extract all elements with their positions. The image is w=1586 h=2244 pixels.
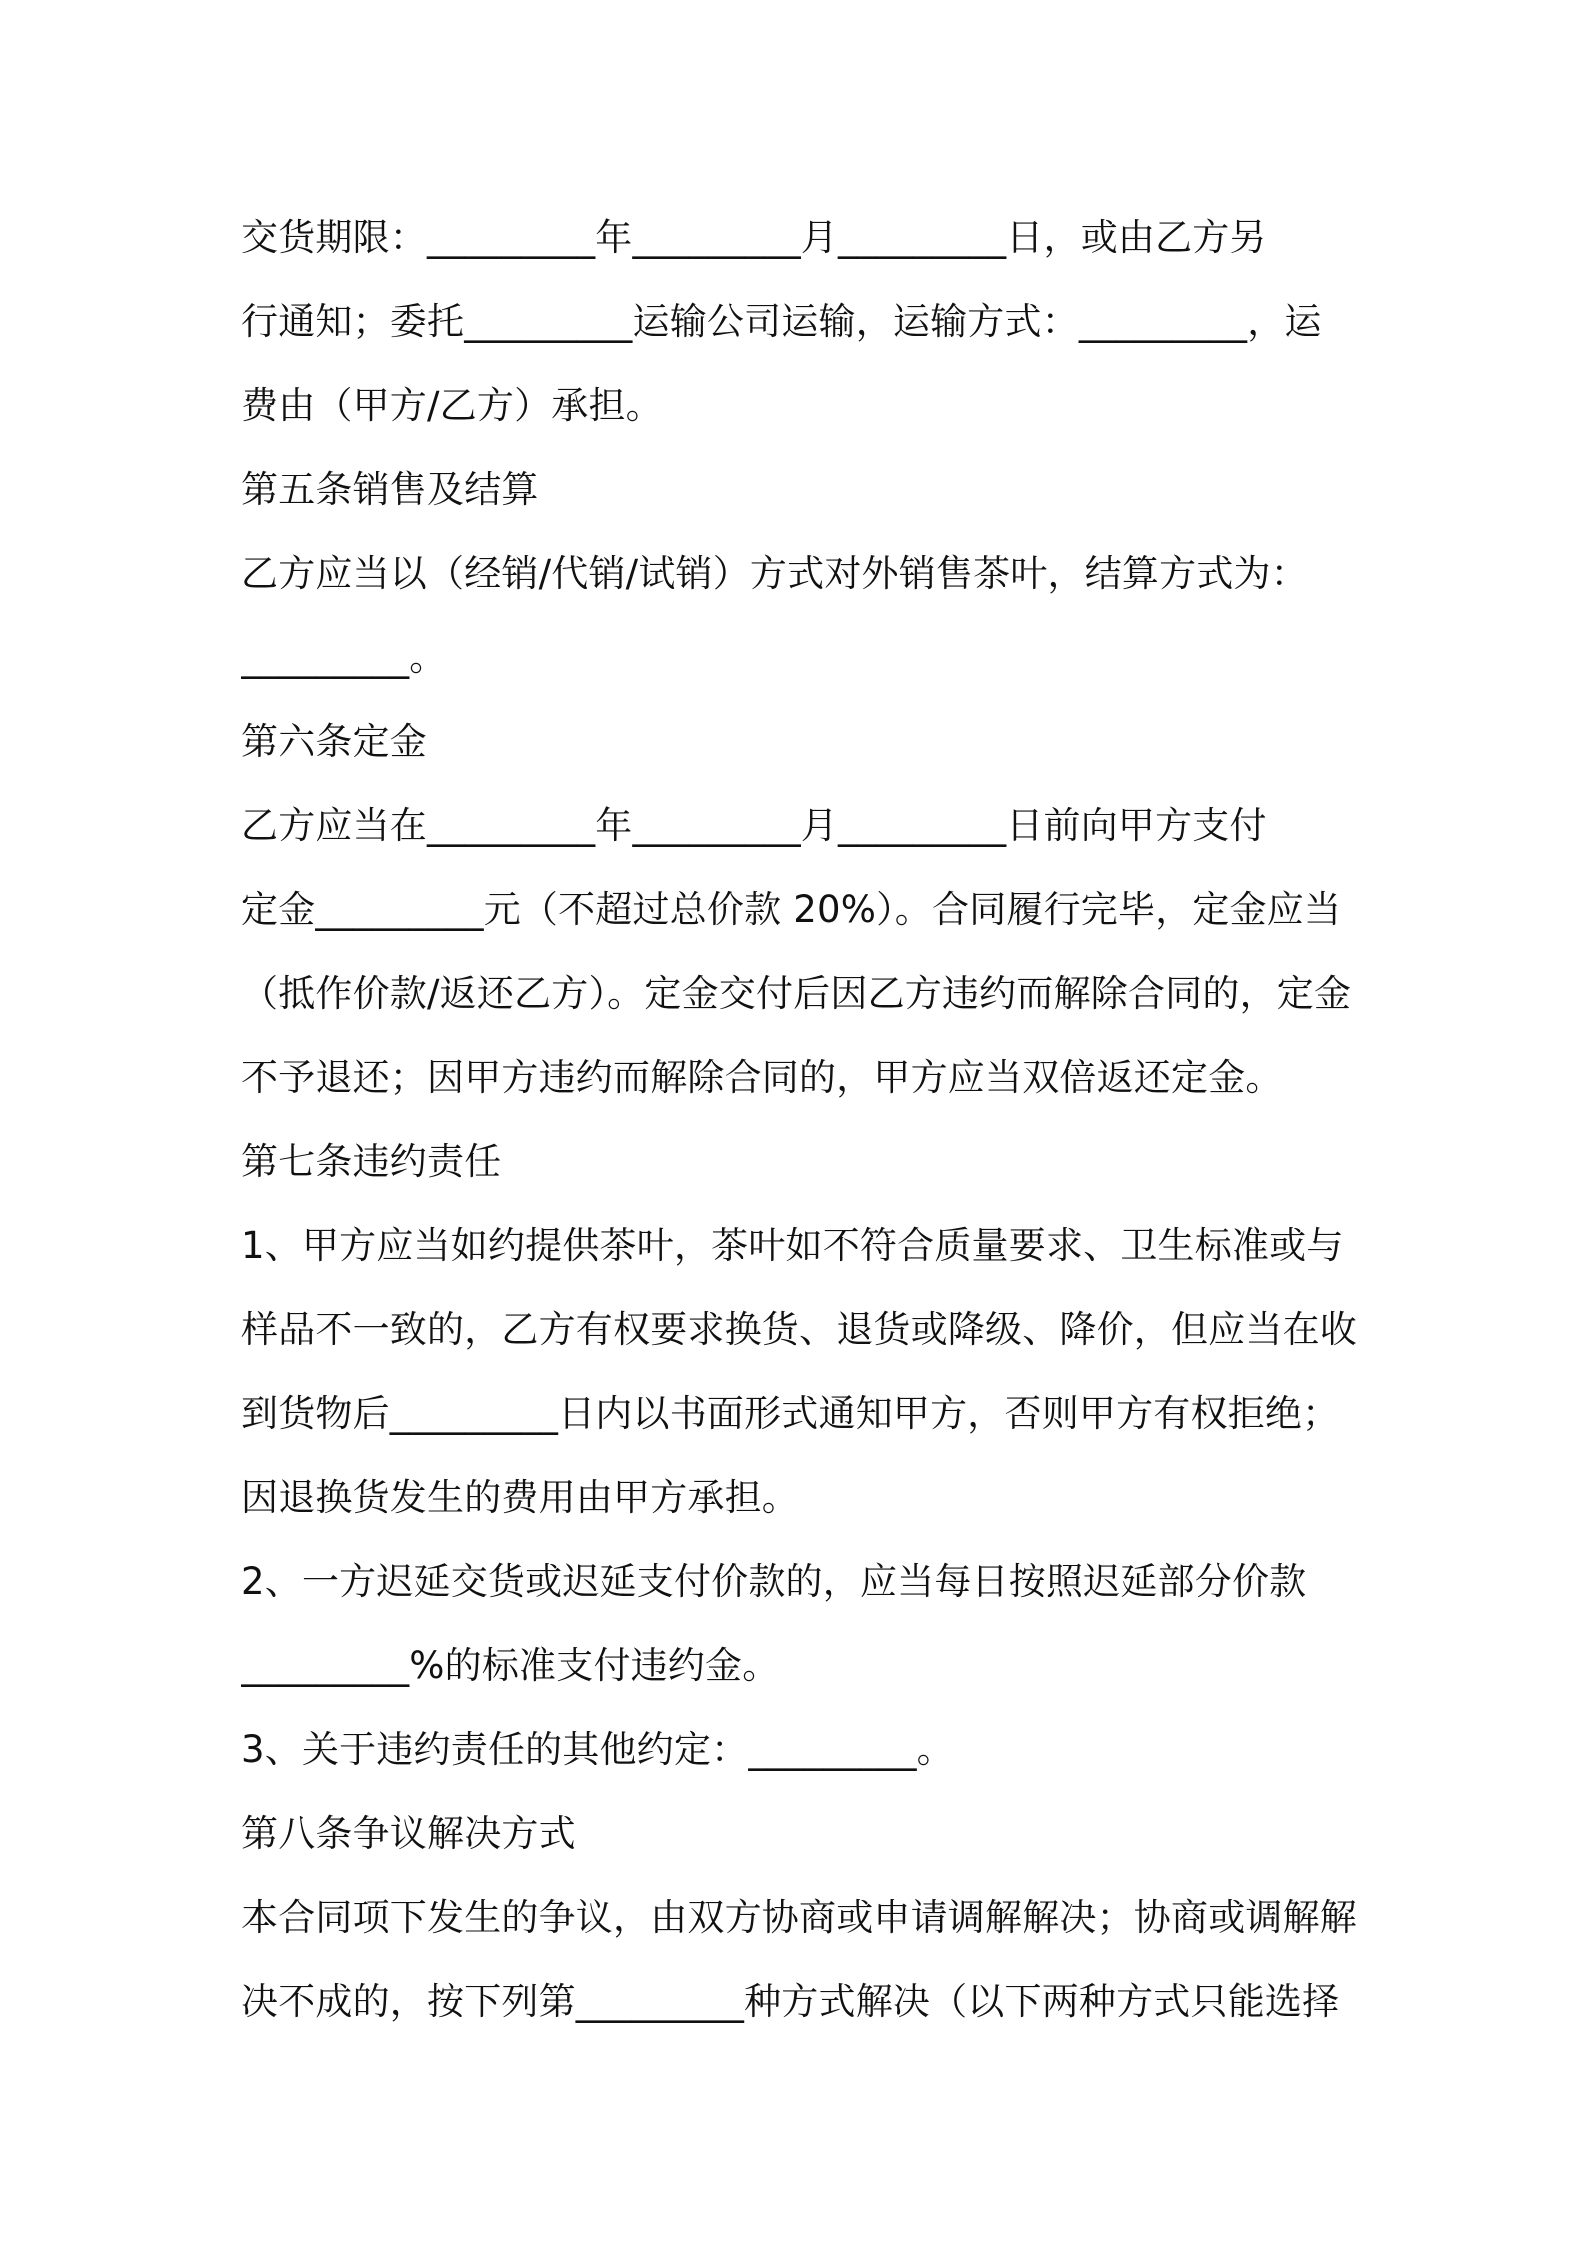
text-line: 不予退还；因甲方违约而解除合同的，甲方应当双倍返还定金。 <box>241 1056 1283 1099</box>
text-line: 样品不一致的，乙方有权要求换货、退货或降级、降价，但应当在收 <box>241 1308 1357 1351</box>
text-line: （抵作价款/返还乙方）。定金交付后因乙方违约而解除合同的，定金 <box>241 972 1352 1015</box>
text-line: 乙方应当以（经销/代销/试销）方式对外销售茶叶，结算方式为： <box>241 552 1308 595</box>
text-line: _________。 <box>241 636 447 679</box>
text-line: 本合同项下发生的争议，由双方协商或申请调解解决；协商或调解解 <box>241 1896 1357 1939</box>
text-line: 决不成的，按下列第_________种方式解决（以下两种方式只能选择 <box>241 1980 1340 2023</box>
text-line: 定金_________元（不超过总价款 20%）。合同履行完毕，定金应当 <box>241 888 1342 931</box>
text-line: 到货物后_________日内以书面形式通知甲方，否则甲方有权拒绝； <box>241 1392 1340 1435</box>
text-line: 3、关于违约责任的其他约定：_________。 <box>241 1728 954 1771</box>
section-heading: 第五条销售及结算 <box>241 468 539 511</box>
text-line: 交货期限：_________年_________月_________日，或由乙方另 <box>241 216 1267 259</box>
text-line: _________%的标准支付违约金。 <box>241 1644 780 1687</box>
text-line: 因退换货发生的费用由甲方承担。 <box>241 1476 799 1519</box>
section-heading: 第八条争议解决方式 <box>241 1812 576 1855</box>
document-body <box>241 196 1361 2044</box>
text-line: 2、一方迟延交货或迟延支付价款的，应当每日按照迟延部分价款 <box>241 1560 1307 1603</box>
text-line: 费由（甲方/乙方）承担。 <box>241 384 663 427</box>
text-line: 乙方应当在_________年_________月_________日前向甲方支付 <box>241 804 1267 847</box>
text-line: 1、甲方应当如约提供茶叶，茶叶如不符合质量要求、卫生标准或与 <box>241 1224 1344 1267</box>
section-heading: 第六条定金 <box>241 720 427 763</box>
text-line: 行通知；委托_________运输公司运输，运输方式：_________，运 <box>241 300 1322 343</box>
section-heading: 第七条违约责任 <box>241 1140 502 1183</box>
